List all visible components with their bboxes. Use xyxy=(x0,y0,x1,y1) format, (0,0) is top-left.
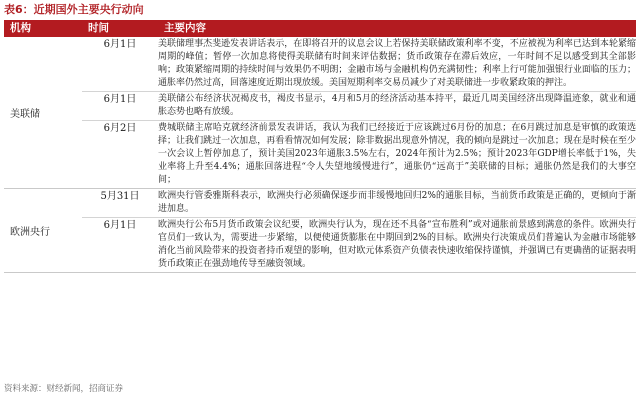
header-content: 主要内容 xyxy=(164,22,206,34)
date-cell: 5月31日 xyxy=(100,191,140,202)
table-title: 表6：近期国外主要央行动向 xyxy=(4,3,144,16)
date-cell: 6月1日 xyxy=(103,39,137,50)
header-date: 时间 xyxy=(88,22,109,34)
content-cell: 美联储理事杰斐逊发表讲话表示，在即将召开的议息会议上若保持美联储政策利率不变，不应被视为利率已达到本轮紧缩周期的峰值；暂停一次加息将使得美联储有时间来评估数据；货币政策存在滞后效应，一年时间不足以感受到其全部影响；政策紧缩周期的持续时间与效果仍不明朗；金融市场与金融机构仍充满韧性；利率上行可能加强银行业面临的压力；通胀率仍然过高，回落速度近期出现放缓。美国短期利率交易员减少了对美联储进一步收紧政策的押注。 xyxy=(158,39,636,88)
policy-table xyxy=(4,20,636,273)
table-row xyxy=(82,37,636,91)
table-row xyxy=(82,217,636,272)
source-note: 资料来源：财经新闻，招商证券 xyxy=(4,384,124,394)
content-cell: 费城联储主席哈克就经济前景发表讲话，我认为我们已经接近于应该跳过6月份的加息；在6月跳过加息是审慎的政策选择；让我们跳过一次加息，再看看情况如何发展；除非数据出现意外情况，我的倾向是跳过一次加息；现在是时候在至少一次会议上暂停加息了，预计美国2023年通胀3.5%左右，2024年预计为2.5%；预计2023年GDP增长率低于1%，失业率将上升至4.4%；通胀回落进程“令人失望地缓慢进行”，通胀仍“远高于”美联储的目标；通胀仍然是我们的大事空间； xyxy=(158,123,636,185)
date-cell: 6月2日 xyxy=(103,123,137,134)
content-cell: 美联储公布经济状况褐皮书，褐皮书显示，4月和5月的经济活动基本持平，最近几周美国经济出现降温迹象，就业和通胀态势也略有放缓。 xyxy=(158,94,636,117)
group-ecb xyxy=(4,189,636,273)
date-cell: 6月1日 xyxy=(103,94,137,105)
content-cell: 欧洲央行公布5月货币政策会议纪要，欧洲央行认为，现在还不具备“宣布胜利”或对通胀前景感到满意的条件。欧洲央行官员们一致认为，需要进一步紧缩，以便使通货膨胀在中期回到2%的目标。欧洲央行决策成员们普遍认为金融市场能够消化当前风险带来的投资者持币观望的影响，但对欧元体系资产负债表快速收缩保持谨慎，并强调已有更确凿的证据表明货币政策正在强劲地传导至融资领域。 xyxy=(158,220,636,269)
table-row xyxy=(82,91,636,120)
date-cell: 6月1日 xyxy=(103,220,137,231)
group-fed xyxy=(4,37,636,189)
content-cell: 欧洲央行管委雅斯科表示，欧洲央行必须确保逐步而非缓慢地回归2%的通胀目标，当前货币政策是正确的，更倾向于渐进加息。 xyxy=(158,191,636,214)
org-cell: 美联储 xyxy=(10,109,40,120)
org-cell: 欧洲央行 xyxy=(10,227,50,238)
header-org: 机构 xyxy=(10,22,31,34)
table-header xyxy=(4,20,636,37)
table-row xyxy=(82,189,636,217)
table-row xyxy=(82,120,636,188)
